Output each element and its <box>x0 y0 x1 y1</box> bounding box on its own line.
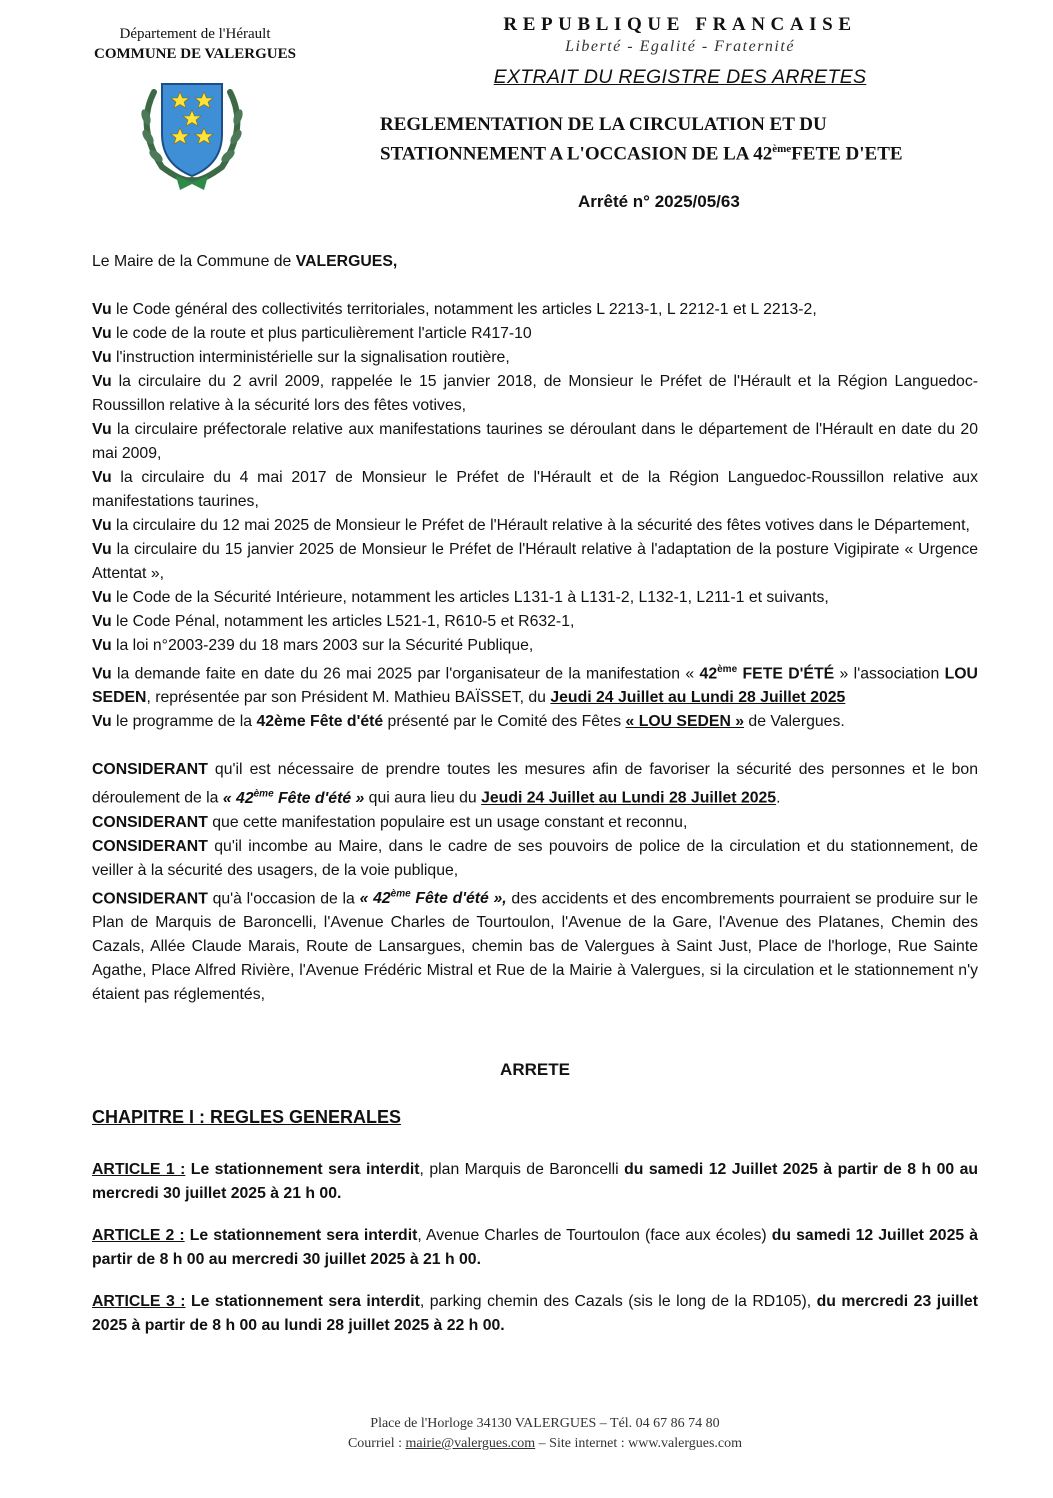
department-name: Département de l'Hérault <box>119 26 271 42</box>
vu-item: Vu le Code de la Sécurité Intérieure, notamment les articles L131-1 à L131-2, L132-1, L211-1 et suivants, <box>92 589 829 606</box>
vu-item: Vu le Code général des collectivités territoriales, notamment les articles L 2213-1, L 2212-1 et L 2213-2, <box>92 301 817 318</box>
vu-item: Vu la circulaire du 12 mai 2025 de Monsieur le Préfet de l'Hérault relative à la sécurité des fêtes votives dans le Département, <box>92 517 970 534</box>
arrete-number: Arrêté n° 2025/05/63 <box>578 192 740 211</box>
email-link[interactable]: mairie@valergues.com <box>405 1436 536 1451</box>
republic-motto: Liberté - Egalité - Fraternité <box>565 38 795 55</box>
vu-item: Vu la circulaire du 4 mai 2017 de Monsieur le Préfet de l'Hérault et de la Région Languedoc-Roussillon relative aux manifestations taurines, <box>92 469 978 510</box>
articles-section <box>92 1158 978 1356</box>
footer <box>0 1414 1053 1454</box>
republic-title: REPUBLIQUE FRANCAISE <box>503 14 857 35</box>
vu-item: Vu le code de la route et plus particulièrement l'article R417-10 <box>92 325 532 342</box>
considerant-item: CONSIDERANT qu'à l'occasion de la « 42ème Fête d'été », des accidents et des encombrements pourraient se produire sur le Plan de Marquis de Baroncelli, l'Avenue Charles de Tourtoulon, l'Avenue de la Gare, l'Avenue des Platanes, Chemin des Cazals, Allée Claude Marais, Route de Lansargues, chemin bas de Valergues à Saint Just, Place de l'horloge, Rue Sainte Agathe, Place Alfred Rivière, l'Avenue Frédéric Mistral et Rue de la Mairie à Valergues, si la circulation et le stationnement n'y étaient pas réglementés, <box>92 888 978 1003</box>
vu-item-programme: Vu le programme de la 42ème Fête d'été présenté par le Comité des Fêtes « LOU SEDEN » de Valergues. <box>92 713 845 731</box>
footer-contact: Courriel : mairie@valergues.com – Site internet : www.valergues.com <box>347 1436 743 1451</box>
vu-item: Vu le Code Pénal, notamment les articles L521-1, R610-5 et R632-1, <box>92 613 575 630</box>
vu-item: Vu la circulaire du 15 janvier 2025 de Monsieur le Préfet de l'Hérault relative à l'adaptation de la posture Vigipirate « Urgence Attentat », <box>92 541 978 582</box>
municipality-block <box>60 24 330 64</box>
commune-name: COMMUNE DE VALERGUES <box>94 46 296 62</box>
considerant-item: CONSIDERANT que cette manifestation populaire est un usage constant et reconnu, <box>92 813 688 831</box>
document-title <box>380 112 1020 166</box>
coat-of-arms-icon <box>132 72 252 192</box>
arrete-heading: ARRETE <box>500 1060 570 1079</box>
chapter-title: CHAPITRE I : REGLES GENERALES <box>92 1107 402 1127</box>
vu-item: Vu l'instruction interministérielle sur la signalisation routière, <box>92 349 510 366</box>
register-extract-title: EXTRAIT DU REGISTRE DES ARRETES <box>493 66 867 88</box>
document-title-line2: STATIONNEMENT A L'OCCASION DE LA 42èmeFETE D'ETE <box>380 143 903 165</box>
vu-item: Vu la circulaire préfectorale relative aux manifestations taurines se déroulant dans le département de l'Hérault en date du 20 mai 2009, <box>92 421 978 462</box>
vu-item: Vu la circulaire du 2 avril 2009, rappelée le 15 janvier 2018, de Monsieur le Préfet de l'Hérault et la Région Languedoc-Roussillon relative à la sécurité lors des fêtes votives, <box>92 373 978 414</box>
article-item: ARTICLE 3 : Le stationnement sera interdit, parking chemin des Cazals (sis le long de la RD105), du mercredi 23 juillet 2025 à partir de 8 h 00 au lundi 28 juillet 2025 à 22 h 00. <box>92 1293 978 1334</box>
vu-item-demande: Vu la demande faite en date du 26 mai 2025 par l'organisateur de la manifestation « 42ème FETE D'ÉTÉ » l'association LOU SEDEN, représentée par son Président M. Mathieu BAÏSSET, du Jeudi 24 Juillet au Lundi 28 Juillet 2025 <box>92 664 978 707</box>
document-title-line1: REGLEMENTATION DE LA CIRCULATION ET DU <box>380 114 827 135</box>
considerant-item: CONSIDERANT qu'il est nécessaire de prendre toutes les mesures afin de favoriser la sécurité des personnes et le bon déroulement de la « 42ème Fête d'été » qui aura lieu du Jeudi 24 Juillet au Lundi 28 Juillet 2025. <box>92 761 978 807</box>
article-item: ARTICLE 2 : Le stationnement sera interdit, Avenue Charles de Tourtoulon (face aux écoles) du samedi 12 Juillet 2025 à partir de 8 h 00 au mercredi 30 juillet 2025 à 21 h 00. <box>92 1227 978 1268</box>
vu-item: Vu la loi n°2003-239 du 18 mars 2003 sur la Sécurité Publique, <box>92 637 534 654</box>
article-item: ARTICLE 1 : Le stationnement sera interdit, plan Marquis de Baroncelli du samedi 12 Juillet 2025 à partir de 8 h 00 au mercredi 30 juillet 2025 à 21 h 00. <box>92 1161 979 1202</box>
preamble-section <box>92 250 978 1007</box>
footer-address: Place de l'Horloge 34130 VALERGUES – Tél. 04 67 86 74 80 <box>370 1416 720 1431</box>
considerant-item: CONSIDERANT qu'il incombe au Maire, dans le cadre de ses pouvoirs de police de la circulation et du stationnement, de veiller à la sécurité des usagers, de la voie publique, <box>92 837 978 879</box>
maire-line: Le Maire de la Commune de VALERGUES, <box>92 253 398 270</box>
